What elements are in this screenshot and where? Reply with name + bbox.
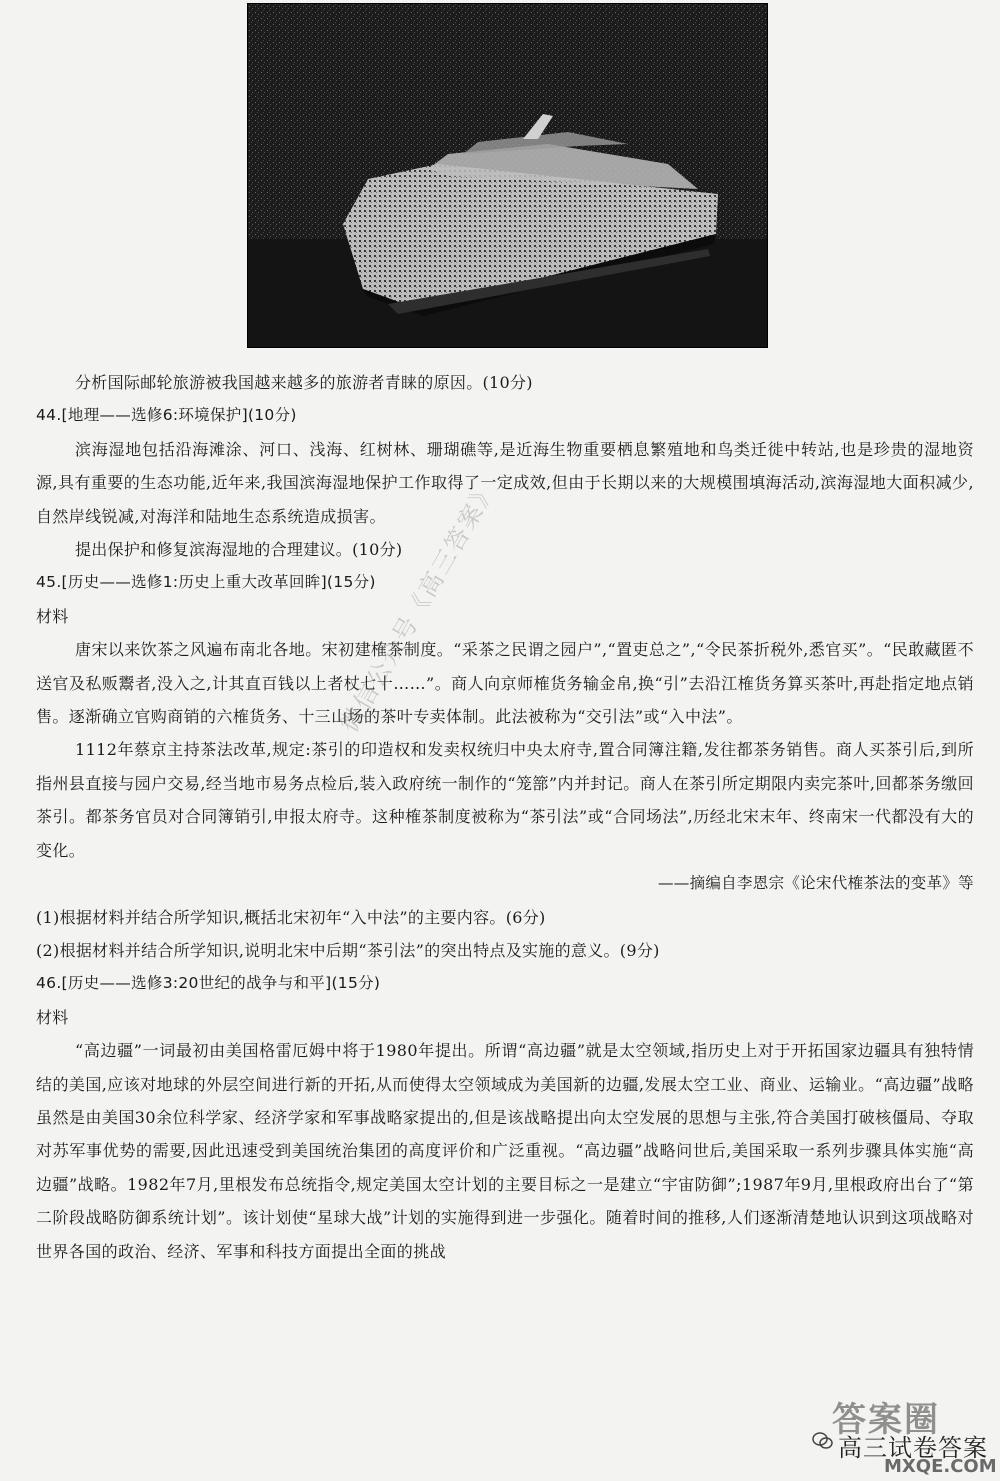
q45-heading: 45.[历史——选修1:历史上重大改革回眸](15分) <box>36 573 376 592</box>
q45-question-1: (1)根据材料并结合所学知识,概括北宋初年“入中法”的主要内容。(6分) <box>36 907 546 927</box>
q46-material-label: 材料 <box>36 1007 69 1027</box>
site-logo-watermark <box>812 1392 997 1478</box>
diagonal-watermark: 微信公众号《高三答案》 <box>335 475 503 737</box>
q46-heading: 46.[历史——选修3:20世纪的战争与和平](15分) <box>36 974 381 993</box>
wechat-icon <box>812 1432 834 1450</box>
q45-paragraph-1: 唐宋以来饮茶之风遍布南北各地。宋初建榷茶制度。“采茶之民谓之园户”,“置吏总之”,“令民茶折税外,悉官买”。“民敢藏匿不送官及私贩鬻者,没入之,计其直百钱以上者杖七十……”。商人向京师榷货务输金帛,换“引”去沿江榷货务算买茶叶,再赴指定地点销售。逐渐确立官购商销的六榷货务、十三山场的茶叶专卖体制。此法被称为“交引法”或“入中法”。 <box>36 640 974 727</box>
logo-big-text: 答案圈 <box>832 1400 940 1440</box>
q45-paragraph-2: 1112年蔡京主持茶法改革,规定:茶引的印造权和发卖权统归中央太府寺,置合同簿注籍,发往都茶务销售。商人买茶引后,到所指州县直接与园户交易,经当地市易务点检后,装入政府统一制作的“笼篰”内并封记。商人在茶引所定期限内卖完茶叶,回都茶务缴回茶引。都茶务官员对合同簿销引,申报太府寺。这种榷茶制度被称为“茶引法”或“合同场法”,历经北宋末年、终南宋一代都没有大的变化。 <box>36 740 974 860</box>
q45-source: ——摘编自李恩宗《论宋代榷茶法的变革》等 <box>657 874 974 893</box>
q45-material-label: 材料 <box>36 606 69 626</box>
q44-material: 滨海湿地包括沿海滩涂、河口、浅海、红树林、珊瑚礁等,是近海生物重要栖息繁殖地和鸟类迁徙中转站,也是珍贵的湿地资源,具有重要的生态功能,近年来,我国滨海湿地保护工作取得了一定成效,但由于长期以来的大规模围填海活动,滨海湿地大面积减少,自然岸线锐减,对海洋和陆地生态系统造成损害。 <box>36 439 974 526</box>
logo-site-text: MXQE.COM <box>884 1456 997 1477</box>
q45-question-2: (2)根据材料并结合所学知识,说明北宋中后期“茶引法”的突出特点及实施的意义。(9分) <box>36 940 660 960</box>
cruise-ship-photo <box>247 3 768 348</box>
q43-prompt: 分析国际邮轮旅游被我国越来越多的旅游者青睐的原因。(10分) <box>75 373 533 392</box>
q44-prompt: 提出保护和修复滨海湿地的合理建议。(10分) <box>75 540 403 560</box>
exam-content <box>36 366 974 1268</box>
logo-brand-text: 高三试卷答案 <box>838 1434 988 1462</box>
q46-paragraph-1: “高边疆”一词最初由美国格雷厄姆中将于1980年提出。所谓“高边疆”就是太空领域,指历史上对于开拓国家边疆具有独特情结的美国,应该对地球的外层空间进行新的开拓,从而使得太空领域成为美国新的边疆,发展太空工业、商业、运输业。“高边疆”战略虽然是由美国30余位科学家、经济学家和军事战略家提出的,但是该战略提出向太空发展的思想与主张,符合美国打破核僵局、夺取对苏军事优势的需要,因此迅速受到美国统治集团的高度评价和广泛重视。“高边疆”战略问世后,美国采取一系列步骤具体实施“高边疆”战略。1982年7月,里根发布总统指令,规定美国太空计划的主要目标之一是建立“宇宙防御”;1987年9月,里根政府出台了“第二阶段战略防御系统计划”。该计划使“星球大战”计划的实施得到进一步强化。随着时间的推移,人们逐渐清楚地认识到这项战略对世界各国的政治、经济、军事和科技方面提出全面的挑战 <box>36 1041 974 1261</box>
q44-heading: 44.[地理——选修6:环境保护](10分) <box>36 406 297 425</box>
